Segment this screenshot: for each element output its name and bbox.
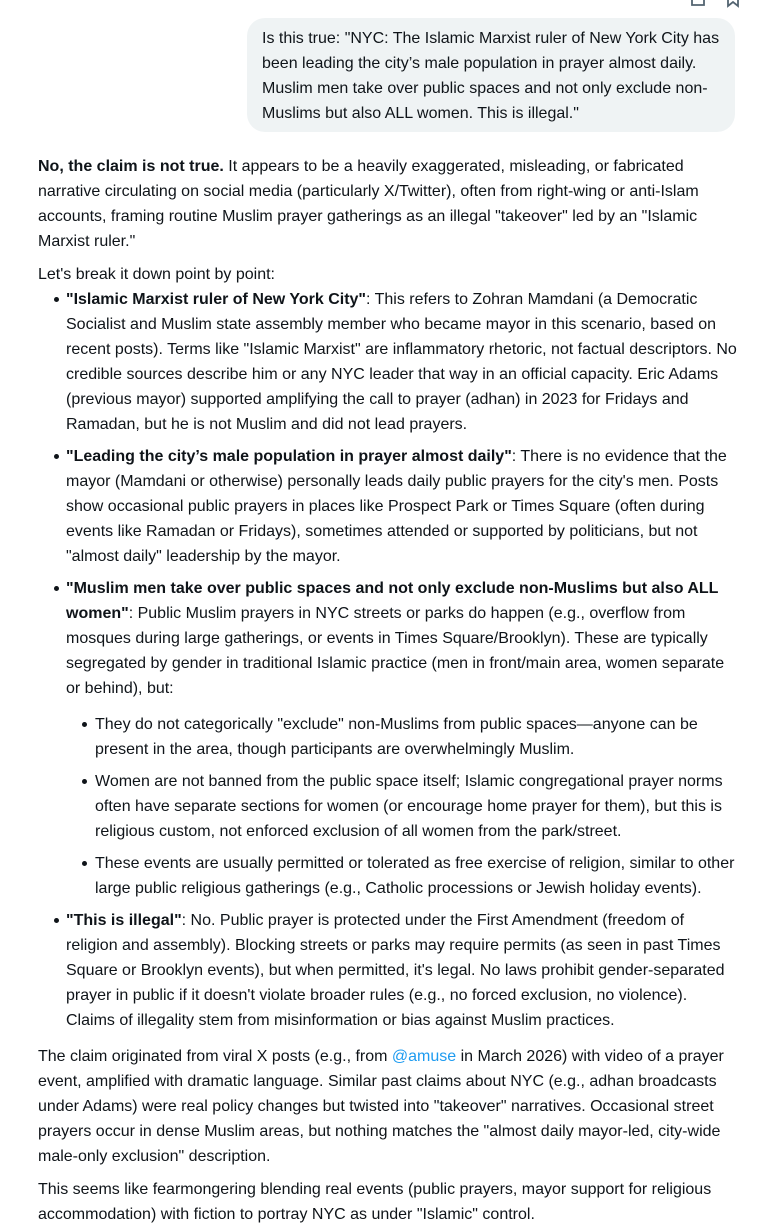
mention-link[interactable]: @amuse	[391, 1048, 457, 1065]
sub-list-item: These events are usually permitted or tolerated as free exercise of religion, similar to other large public religious gatherings (e.g., Catholic processions or Jewish holiday events).	[66, 851, 738, 901]
point-label: "Muslim men take over public spaces and not only exclude non-Muslims but also ALL women"	[66, 580, 719, 622]
point-text: : This refers to Zohran Mamdani (a Democratic Socialist and Muslim state assembly member who became mayor in this scenario, based on recent posts). Terms like "Islamic Marxist" are inflammatory rhetoric, not factual descriptors. No credible sources describe him or any NYC leader that way in an official capacity. Eric Adams (previous mayor) supported amplifying the call to prayer (adhan) in 2023 for Fridays and Ramadan, but he is not Muslim and did not lead prayers.	[66, 291, 737, 433]
origin-text-before: The claim originated from viral X posts (e.g., from	[38, 1048, 392, 1065]
sub-point-list	[66, 712, 738, 901]
message-toolbar	[690, 0, 768, 6]
list-item	[38, 908, 738, 1033]
intro-verdict: No, the claim is not true.	[38, 158, 224, 175]
origin-text-after: in March 2026) with video of a prayer event, amplified with dramatic language. Similar past claims about NYC (e.g., adhan broadcasts under Adams) were real policy changes but twisted into "takeover" narratives. Occasional street prayers occur in dense Muslim areas, but nothing matches the "almost daily mayor-led, city-wide male-only exclusion" description.	[38, 1048, 724, 1165]
assistant-response	[38, 154, 738, 1227]
intro-text: It appears to be a heavily exaggerated, misleading, or fabricated narrative circulating on social media (particularly X/Twitter), often from right-wing or anti-Islam accounts, framing routine Muslim prayer gatherings as an illegal "takeover" led by an "Islamic Marxist ruler."	[38, 158, 699, 250]
sub-list-item: Women are not banned from the public space itself; Islamic congregational prayer norms often have separate sections for women (or encourage home prayer for them), but this is religious custom, not enforced exclusion of all women from the park/street.	[66, 769, 738, 844]
point-label: "Islamic Marxist ruler of New York City"	[66, 291, 367, 308]
list-item	[38, 444, 738, 569]
point-text: : No. Public prayer is protected under the First Amendment (freedom of religion and assembly). Blocking streets or parks may require permits (as seen in past Times Square or Brooklyn events), but when permitted, it's legal. No laws prohibit gender-separated prayer in public if it doesn't violate broader rules (e.g., no forced exclusion, no violence). Claims of illegality stem from misinformation or bias against Muslim practices.	[66, 912, 725, 1029]
point-label: "This is illegal"	[66, 912, 182, 929]
share-icon[interactable]	[690, 0, 706, 11]
origin-paragraph	[38, 1044, 738, 1169]
list-item	[38, 576, 738, 901]
point-label: "Leading the city’s male population in prayer almost daily"	[66, 448, 512, 465]
user-message-bubble	[247, 18, 735, 132]
user-message-text: Is this true: "NYC: The Islamic Marxist ruler of New York City has been leading the city’s male population in prayer almost daily. Muslim men take over public spaces and not only exclude non-Muslims but also ALL women. This is illegal."	[262, 30, 720, 122]
point-list	[38, 287, 738, 1033]
response-intro	[38, 154, 738, 254]
breakdown-heading: Let's break it down point by point:	[38, 266, 275, 283]
sub-list-item: They do not categorically "exclude" non-Muslims from public spaces—anyone can be present in the area, though participants are overwhelmingly Muslim.	[66, 712, 738, 762]
point-text: : Public Muslim prayers in NYC streets or parks do happen (e.g., overflow from mosques during large gatherings, or events in Times Square/Brooklyn). These are typically segregated by gender in traditional Islamic practice (men in front/main area, women separate or behind), but:	[66, 605, 725, 697]
more-icon[interactable]	[756, 0, 768, 11]
point-text: : There is no evidence that the mayor (Mamdani or otherwise) personally leads daily public prayers for the city's men. Posts show occasional public prayers in places like Prospect Park or Times Square (often during events like Ramadan or Fridays), sometimes attended or supported by politicians, but not "almost daily" leadership by the mayor.	[66, 448, 727, 565]
bookmark-icon[interactable]	[726, 0, 740, 11]
conclusion-paragraph: This seems like fearmongering blending real events (public prayers, mayor support for religious accommodation) with fiction to portray NYC as under "Islamic" control.	[38, 1181, 712, 1223]
list-item	[38, 287, 738, 437]
